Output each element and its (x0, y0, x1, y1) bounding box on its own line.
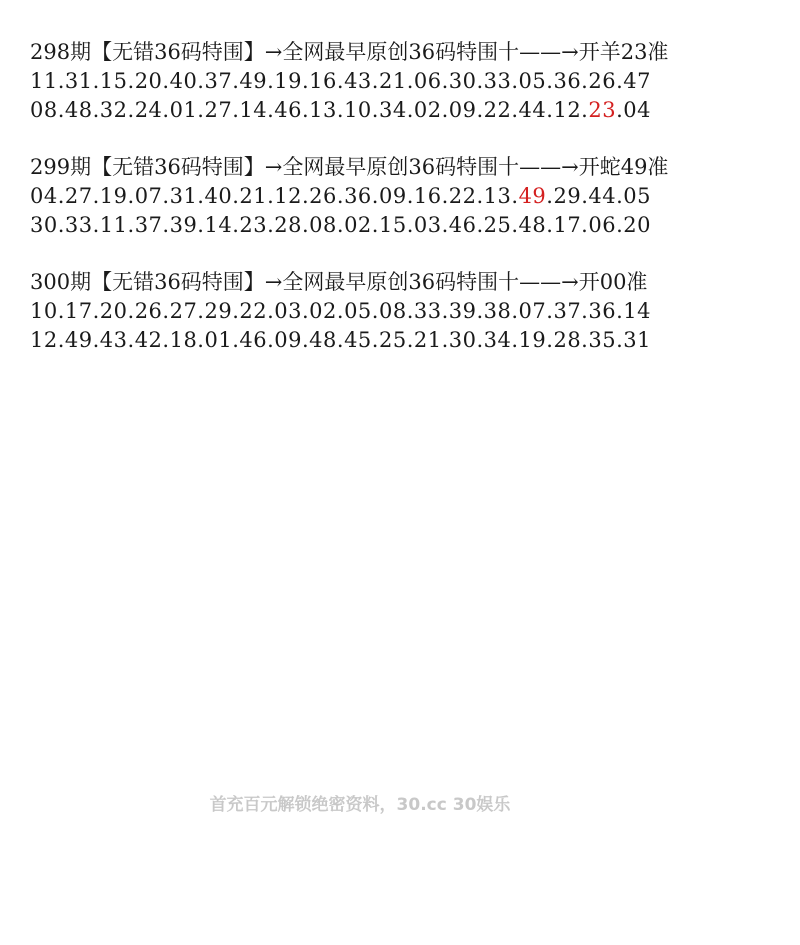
number-row: 12.49.43.42.18.01.46.09.48.45.25.21.30.34.19.28.35.31 (30, 328, 651, 352)
number-segment: .04 (616, 98, 651, 122)
number-row (30, 182, 800, 211)
number-segment: .29.44.05 (546, 184, 651, 208)
period-block-299 (30, 153, 800, 240)
number-row: 10.17.20.26.27.29.22.03.02.05.08.33.39.38.07.37.36.14 (30, 299, 651, 323)
winning-number: 23 (588, 98, 617, 122)
winning-number: 49 (518, 184, 547, 208)
footer-watermark-text: 首充百元解锁绝密资料，30.cc 30娱乐 (209, 795, 511, 815)
period-header: 299期【无错36码特围】→全网最早原创36码特围十——→开蛇49准 (30, 155, 669, 179)
period-header: 298期【无错36码特围】→全网最早原创36码特围十——→开羊23准 (30, 40, 669, 64)
number-row (30, 96, 800, 125)
number-segment: 04.27.19.07.31.40.21.12.26.36.09.16.22.13. (30, 184, 519, 208)
period-header: 300期【无错36码特围】→全网最早原创36码特围十——→开00准 (30, 270, 648, 294)
period-block-300 (30, 268, 800, 355)
period-block-298 (30, 38, 800, 125)
number-row: 30.33.11.37.39.14.23.28.08.02.15.03.46.25.48.17.06.20 (30, 213, 651, 237)
number-row: 11.31.15.20.40.37.49.19.16.43.21.06.30.33.05.36.26.47 (30, 69, 651, 93)
number-segment: 08.48.32.24.01.27.14.46.13.10.34.02.09.22.44.12. (30, 98, 589, 122)
